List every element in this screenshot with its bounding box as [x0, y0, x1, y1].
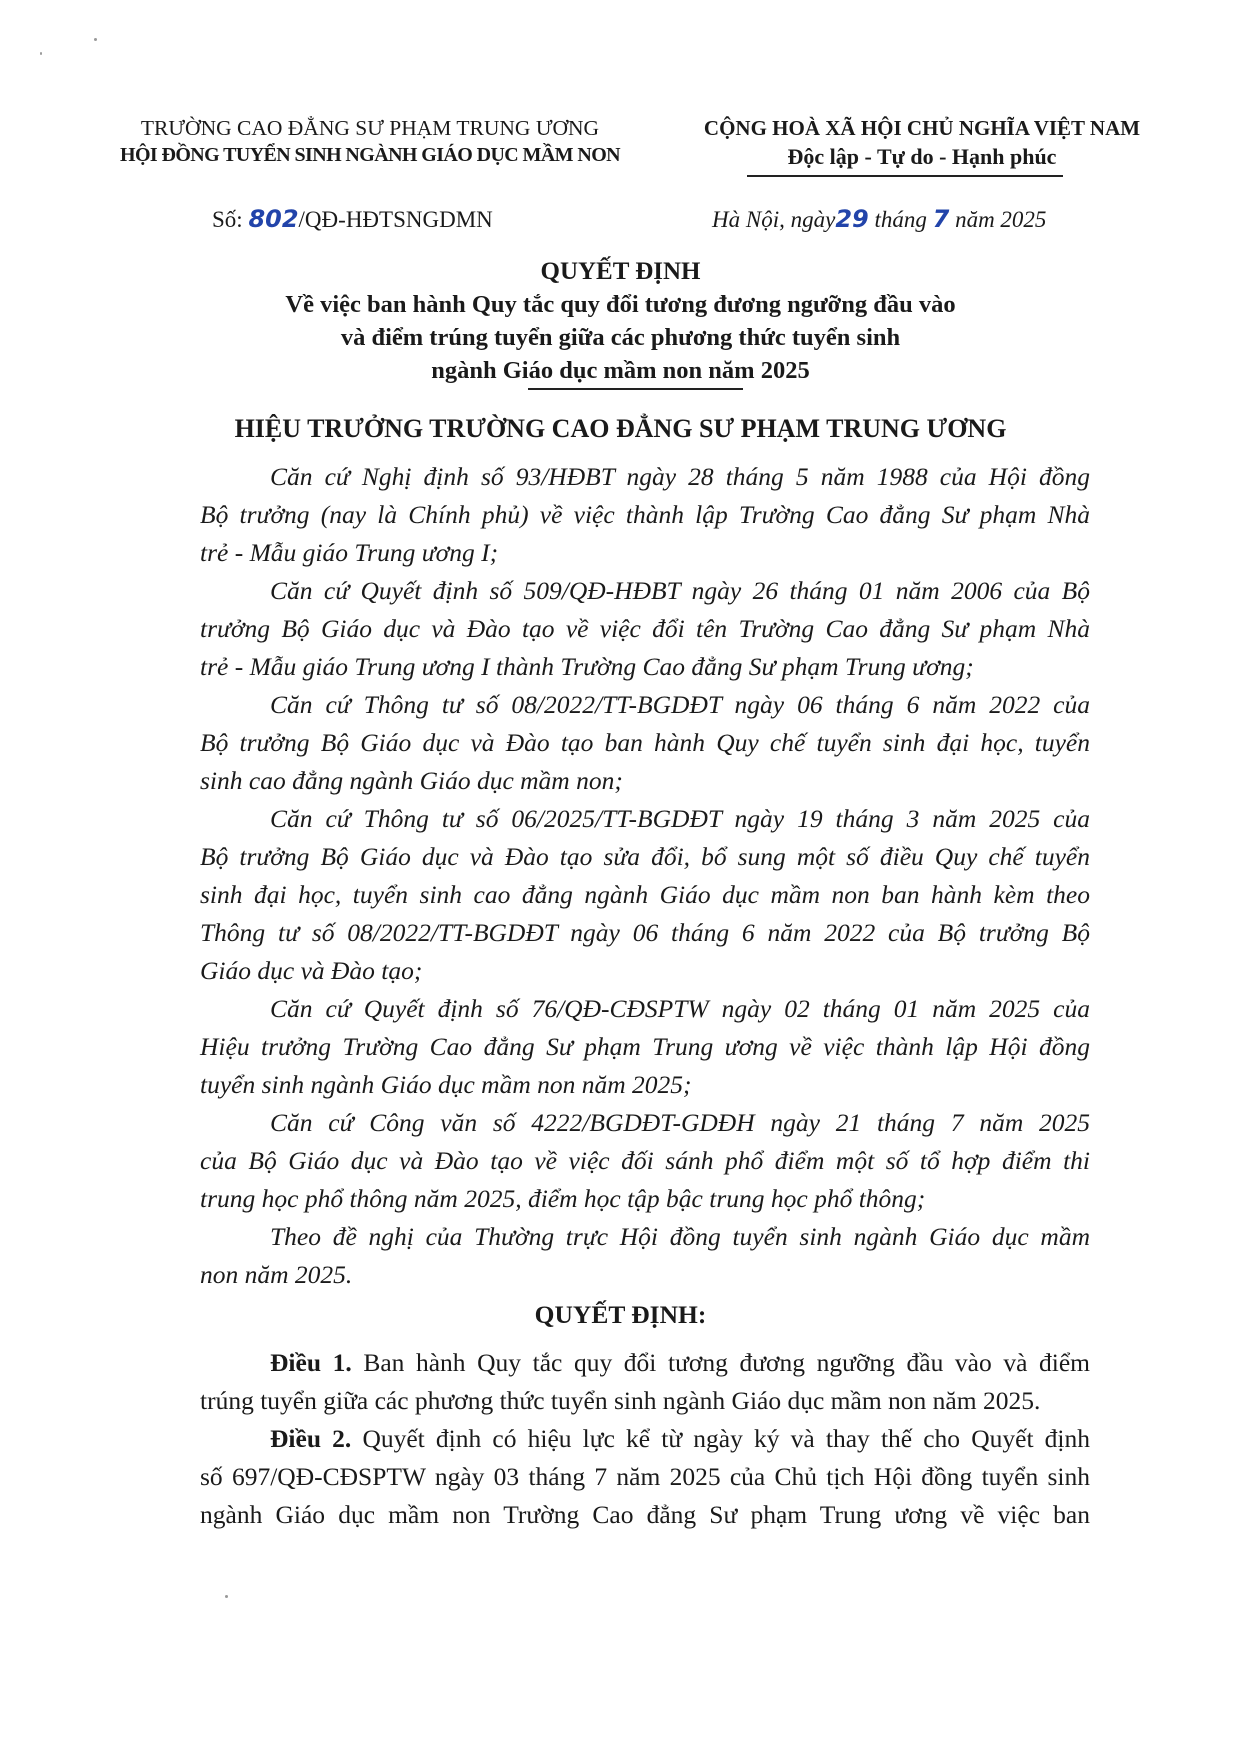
article-2-line [270, 1420, 1090, 1457]
preamble-line: Căn cứ Công văn số 4222/BGDĐT-GDĐH ngày 21 tháng 7 năm 2025 [270, 1108, 1090, 1137]
preamble-line: của Bộ Giáo dục và Đào tạo về việc đối sánh phổ điểm một số tổ hợp điểm thi [200, 1146, 1090, 1175]
motto-underline [747, 175, 1063, 177]
article-2-label: Điều 2. [270, 1424, 352, 1453]
preamble-line: Bộ trưởng (nay là Chính phủ) về việc thành lập Trường Cao đẳng Sư phạm Nhà [200, 500, 1090, 529]
preamble-line: trẻ - Mẫu giáo Trung ương I thành Trường Cao đẳng Sư phạm Trung ương; [200, 652, 974, 681]
preamble-line: Căn cứ Nghị định số 93/HĐBT ngày 28 tháng 5 năm 1988 của Hội đồng [270, 462, 1090, 491]
preamble-line: Hiệu trưởng Trường Cao đẳng Sư phạm Trung ương về việc thành lập Hội đồng [200, 1032, 1090, 1061]
decision-subject-line1: Về việc ban hành Quy tắc quy đổi tương đương ngưỡng đầu vào [285, 291, 956, 318]
preamble-line: sinh đại học, tuyển sinh cao đẳng ngành Giáo dục mầm non ban hành kèm theo [200, 880, 1090, 909]
scan-speck [94, 38, 97, 41]
title-underline [528, 388, 743, 390]
article-2-line: số 697/QĐ-CĐSPTW ngày 03 tháng 7 năm 2025 của Chủ tịch Hội đồng tuyển sinh [200, 1462, 1090, 1491]
handwritten-number: 802 [248, 205, 299, 233]
preamble-line: Bộ trưởng Bộ Giáo dục và Đào tạo ban hành Quy chế tuyển sinh đại học, tuyển [200, 728, 1090, 757]
decision-heading: QUYẾT ĐỊNH: [534, 1300, 707, 1329]
date-mid: tháng [874, 207, 927, 232]
preamble-line: Căn cứ Thông tư số 06/2025/TT-BGDĐT ngày 19 tháng 3 năm 2025 của [270, 804, 1090, 833]
preamble-line: trung học phổ thông năm 2025, điểm học tập bậc trung học phổ thông; [200, 1184, 926, 1213]
article-1-line [270, 1344, 1090, 1381]
document-number [212, 205, 493, 233]
number-prefix: Số: [212, 207, 243, 232]
preamble-line: Căn cứ Quyết định số 76/QĐ-CĐSPTW ngày 02 tháng 01 năm 2025 của [270, 994, 1090, 1023]
article-1-label: Điều 1. [270, 1348, 352, 1377]
preamble-line: Thông tư số 08/2022/TT-BGDĐT ngày 06 tháng 6 năm 2022 của Bộ trưởng Bộ [200, 918, 1090, 947]
handwritten-day: 29 [835, 205, 869, 233]
committee-name: HỘI ĐỒNG TUYỂN SINH NGÀNH GIÁO DỤC MẦM NON [119, 144, 620, 166]
article-2-text: Quyết định có hiệu lực kể từ ngày ký và thay thế cho Quyết định [362, 1424, 1091, 1453]
preamble-line: Căn cứ Quyết định số 509/QĐ-HĐBT ngày 26 tháng 01 năm 2006 của Bộ [270, 576, 1090, 605]
nation-name: CỘNG HOÀ XÃ HỘI CHỦ NGHĨA VIỆT NAM [703, 116, 1141, 140]
handwritten-month: 7 [932, 205, 950, 233]
number-suffix: /QĐ-HĐTSNGDMN [298, 207, 493, 232]
scan-speck [225, 1595, 228, 1598]
preamble-line: tuyển sinh ngành Giáo dục mầm non năm 2025; [200, 1070, 692, 1099]
date-prefix: Hà Nội, ngày [712, 207, 836, 232]
preamble-line: sinh cao đẳng ngành Giáo dục mầm non; [200, 766, 623, 795]
article-1-text: Ban hành Quy tắc quy đổi tương đương ngưỡng đầu vào và điểm [363, 1348, 1090, 1377]
preamble-line: non năm 2025. [200, 1260, 353, 1289]
article-1-line: trúng tuyển giữa các phương thức tuyển sinh ngành Giáo dục mầm non năm 2025. [200, 1386, 1041, 1415]
preamble-line: trẻ - Mẫu giáo Trung ương I; [200, 538, 499, 567]
preamble-line: Giáo dục và Đào tạo; [200, 956, 423, 985]
org-name: TRƯỜNG CAO ĐẲNG SƯ PHẠM TRUNG ƯƠNG [140, 116, 600, 140]
preamble-line: Căn cứ Thông tư số 08/2022/TT-BGDĐT ngày 06 tháng 6 năm 2022 của [270, 690, 1090, 719]
document-date [712, 205, 1046, 233]
issuing-authority: HIỆU TRƯỞNG TRƯỜNG CAO ĐẲNG SƯ PHẠM TRUNG ƯƠNG [234, 414, 1007, 443]
preamble-line: Bộ trưởng Bộ Giáo dục và Đào tạo sửa đổi, bổ sung một số điều Quy chế tuyển [200, 842, 1090, 871]
motto: Độc lập - Tự do - Hạnh phúc [787, 144, 1057, 169]
decision-subject-line2: và điểm trúng tuyển giữa các phương thức tuyển sinh [340, 324, 901, 351]
decision-title: QUYẾT ĐỊNH [540, 258, 701, 285]
article-2-line: ngành Giáo dục mầm non Trường Cao đẳng Sư phạm Trung ương về việc ban [200, 1500, 1090, 1529]
preamble-line: trưởng Bộ Giáo dục và Đào tạo về việc đổi tên Trường Cao đẳng Sư phạm Nhà [200, 614, 1090, 643]
scan-speck [40, 52, 42, 55]
date-suffix: năm 2025 [955, 207, 1047, 232]
decision-subject-line3: ngành Giáo dục mầm non năm 2025 [431, 357, 810, 384]
preamble-line: Theo đề nghị của Thường trực Hội đồng tuyển sinh ngành Giáo dục mầm [270, 1222, 1090, 1251]
